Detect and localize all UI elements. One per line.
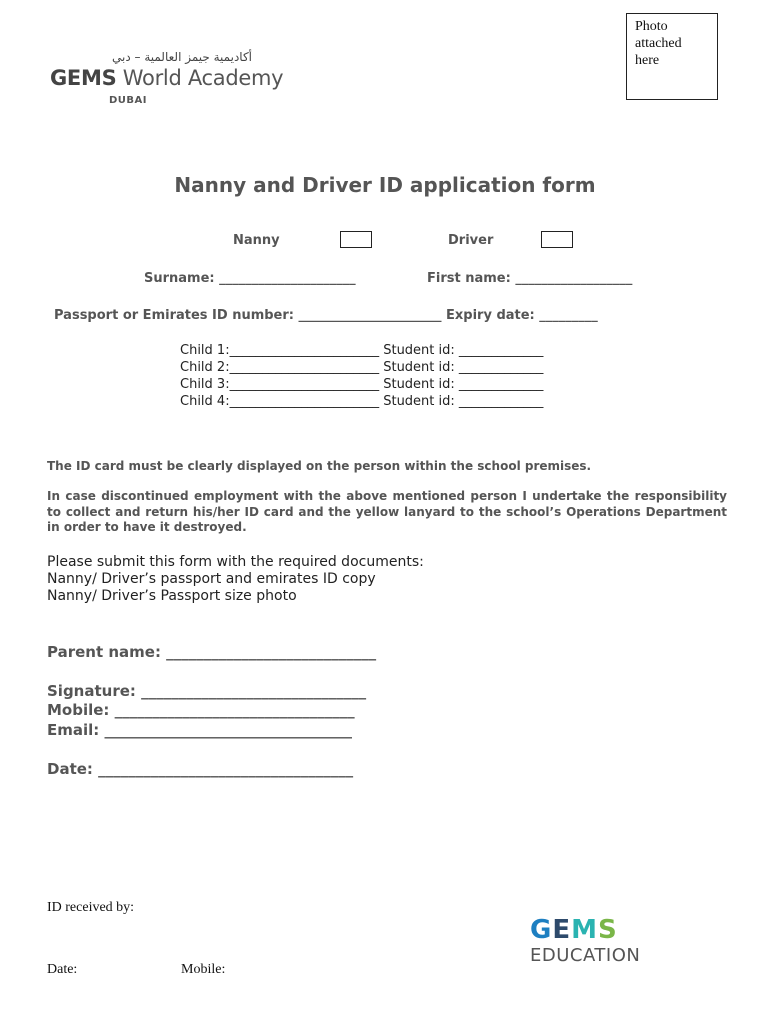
child-name-field[interactable]: Child 4:_______________________ [180,394,380,409]
child-name-field[interactable]: Child 3:_______________________ [180,377,380,392]
photo-box-line-1: Photo [635,19,668,34]
gems-letter: M [571,915,596,945]
child-row [180,376,543,393]
logo-gems-text: GEMS [50,66,117,90]
page-title: Nanny and Driver ID application form [174,173,596,197]
footer-date-label: Date: [47,962,78,977]
education-text: EDUCATION [530,945,641,966]
photo-placeholder-box [626,13,718,100]
submit-intro: Please submit this form with the required documents: [47,554,424,570]
photo-box-line-3: here [635,53,660,68]
surname-field[interactable]: Surname: _____________________ [144,271,356,286]
gems-letter: E [552,915,570,945]
school-logo [50,66,283,90]
display-id-notice: The ID card must be clearly displayed on the person within the school premises. [47,459,592,473]
id-received-by-label: ID received by: [47,900,135,915]
child-row [180,393,543,410]
child-row [180,342,543,359]
driver-checkbox[interactable] [541,231,573,248]
parent-name-field[interactable]: Parent name: ____________________________ [47,643,377,661]
submit-item-photo: Nanny/ Driver’s Passport size photo [47,588,297,604]
child-name-field[interactable]: Child 2:_______________________ [180,360,380,375]
student-id-field[interactable]: Student id: _____________ [383,394,544,409]
child-row [180,359,543,376]
driver-label: Driver [448,233,494,248]
photo-box-line-2: attached [635,36,682,51]
first-name-field[interactable]: First name: __________________ [427,271,633,286]
nanny-label: Nanny [233,233,280,248]
logo-arabic-text: أكاديمية جيمز العالمية – دبي [112,50,253,64]
mobile-field[interactable]: Mobile: ________________________________ [47,701,355,719]
return-id-notice: In case discontinued employment with the above mentioned person I undertake the responsibility to collect and return his/her ID card and the yellow lanyard to the school’s Operations Department in order to have it destroyed. [47,489,727,534]
signature-field[interactable]: Signature: ______________________________ [47,682,367,700]
student-id-field[interactable]: Student id: _____________ [383,360,544,375]
student-id-field[interactable]: Student id: _____________ [383,377,544,392]
date-field[interactable]: Date: __________________________________ [47,760,354,778]
nanny-checkbox[interactable] [340,231,372,248]
footer-mobile-label: Mobile: [181,962,226,977]
gems-letter: S [597,915,616,945]
submit-item-passport: Nanny/ Driver’s passport and emirates ID copy [47,571,376,587]
gems-letter: G [530,915,551,945]
email-field[interactable]: Email: _________________________________ [47,721,353,739]
logo-city-text: DUBAI [109,95,148,106]
child-name-field[interactable]: Child 1:_______________________ [180,343,380,358]
gems-education-logo [530,915,650,975]
expiry-date-field[interactable]: Expiry date: _________ [446,308,598,323]
logo-world-academy-text: World Academy [122,66,284,90]
children-list [180,342,543,410]
passport-id-field[interactable]: Passport or Emirates ID number: ______________________ [54,308,442,323]
student-id-field[interactable]: Student id: _____________ [383,343,544,358]
